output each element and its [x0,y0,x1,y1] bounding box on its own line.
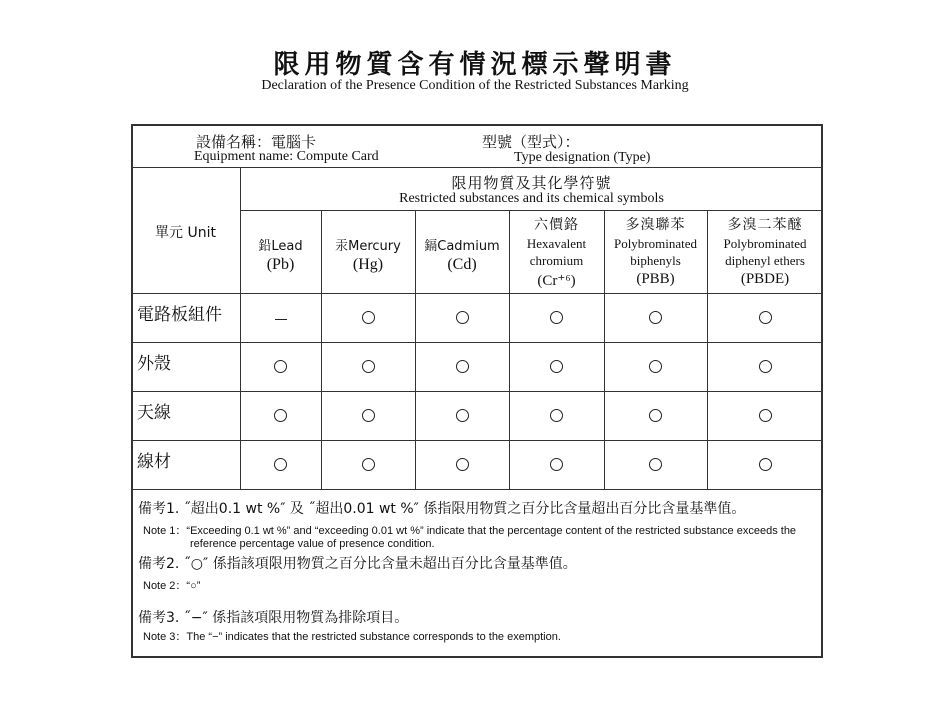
mark-cell [604,293,707,342]
column-name-en: diphenyl ethers [725,253,805,268]
row-label-enclosure: 外殼 [137,354,171,374]
document-subtitle: Declaration of the Presence Condition of the Restricted Substances Marking [261,78,689,93]
column-name-en: biphenyls [630,253,681,268]
mark-cell [240,293,321,342]
row-label-circuit-board: 電路板組件 [137,305,222,325]
compliant-circle-mark [550,311,563,324]
mark-cell [415,391,509,440]
column-name: 鎘Cadmium [424,239,500,254]
note-1-main: 備考1. ˝超出0.1 wt %″ 及 ˝超出0.01 wt %″ 係指限用物質之百分比含量超出百分比含量基準值。 [138,501,746,517]
mark-cell [509,342,604,391]
column-symbol: (PBDE) [740,271,790,287]
mark-cell [509,391,604,440]
compliant-circle-mark [362,360,375,373]
exemption-dash-mark [275,319,287,320]
column-name: 汞Mercury [335,239,401,254]
compliant-circle-mark [649,458,662,471]
equipment-name-zh: 設備名稱：電腦卡 [196,133,317,151]
compliant-circle-mark [362,458,375,471]
mark-cell [321,342,415,391]
mark-cell [604,342,707,391]
mark-cell [707,293,823,342]
table-divider [131,167,823,168]
compliant-circle-mark [550,409,563,422]
column-name-zh: 六價鉻 [534,217,579,233]
table-divider [240,210,823,211]
compliant-circle-mark [759,360,772,373]
mark-cell [240,391,321,440]
compliant-circle-mark [362,409,375,422]
mark-cell [415,342,509,391]
type-designation-zh: 型號（型式）： [482,133,580,151]
column-name-zh: 多溴二苯醚 [727,217,803,233]
note-2-sub: Note 2：“○” [143,580,201,592]
mark-cell [321,391,415,440]
column-name: 鉛Lead [258,239,303,254]
row-label-cable: 線材 [137,452,171,472]
column-name-en: Hexavalent [526,236,587,251]
compliant-circle-mark [550,458,563,471]
mark-cell [240,440,321,489]
compliant-circle-mark [456,458,469,471]
note-3-sub: Note 3：The “−” indicates that the restricted substance corresponds to the exemption. [143,631,561,643]
mark-cell [415,440,509,489]
mark-cell [604,440,707,489]
compliant-circle-mark [759,458,772,471]
compliant-circle-mark [759,409,772,422]
column-symbol: (Cd) [447,256,477,273]
mark-cell [321,440,415,489]
column-symbol: (Cr⁺⁶) [537,273,576,289]
compliant-circle-mark [274,409,287,422]
substances-header-en: Restricted substances and its chemical symbols [399,191,664,206]
equipment-name-en: Equipment name: Compute Card [194,149,379,164]
compliant-circle-mark [550,360,563,373]
column-symbol: (PBB) [636,271,675,287]
column-name-zh: 多溴聯苯 [625,217,686,233]
mark-cell [707,391,823,440]
mark-cell [509,440,604,489]
compliant-circle-mark [649,360,662,373]
note-1-sub-continued: reference percentage value of presence condition. [190,538,435,550]
compliant-circle-mark [456,409,469,422]
mark-cell [240,342,321,391]
note-2-main: 備考2. ˝○″ 係指該項限用物質之百分比含量未超出百分比含量基準值。 [138,556,577,572]
column-name-en: Polybrominated [613,236,698,251]
table-divider [131,489,823,490]
column-name-en: chromium [529,253,584,268]
mark-cell [707,440,823,489]
compliant-circle-mark [362,311,375,324]
mark-cell [707,342,823,391]
mark-cell [604,391,707,440]
mark-cell [509,293,604,342]
column-symbol: (Pb) [266,256,295,273]
compliant-circle-mark [456,311,469,324]
column-name-en: Polybrominated [723,236,807,251]
compliant-circle-mark [274,458,287,471]
mark-cell [415,293,509,342]
compliant-circle-mark [759,311,772,324]
document-title: 限用物質含有情況標示聲明書 [273,50,677,80]
compliant-circle-mark [456,360,469,373]
row-label-antenna: 天線 [137,403,171,423]
compliant-circle-mark [649,409,662,422]
mark-cell [321,293,415,342]
compliant-circle-mark [649,311,662,324]
note-3-main: 備考3. ˝−″ 係指該項限用物質為排除項目。 [138,610,409,626]
compliant-circle-mark [274,360,287,373]
type-designation-en: Type designation (Type) [514,150,651,165]
column-symbol: (Hg) [352,256,384,273]
unit-label: 單元 Unit [155,225,216,241]
note-1-sub: Note 1：“Exceeding 0.1 wt %” and “exceeding 0.01 wt %” indicate that the percentage content of the restricted substance exceeds the [143,525,797,537]
substances-header-zh: 限用物質及其化學符號 [451,174,612,192]
